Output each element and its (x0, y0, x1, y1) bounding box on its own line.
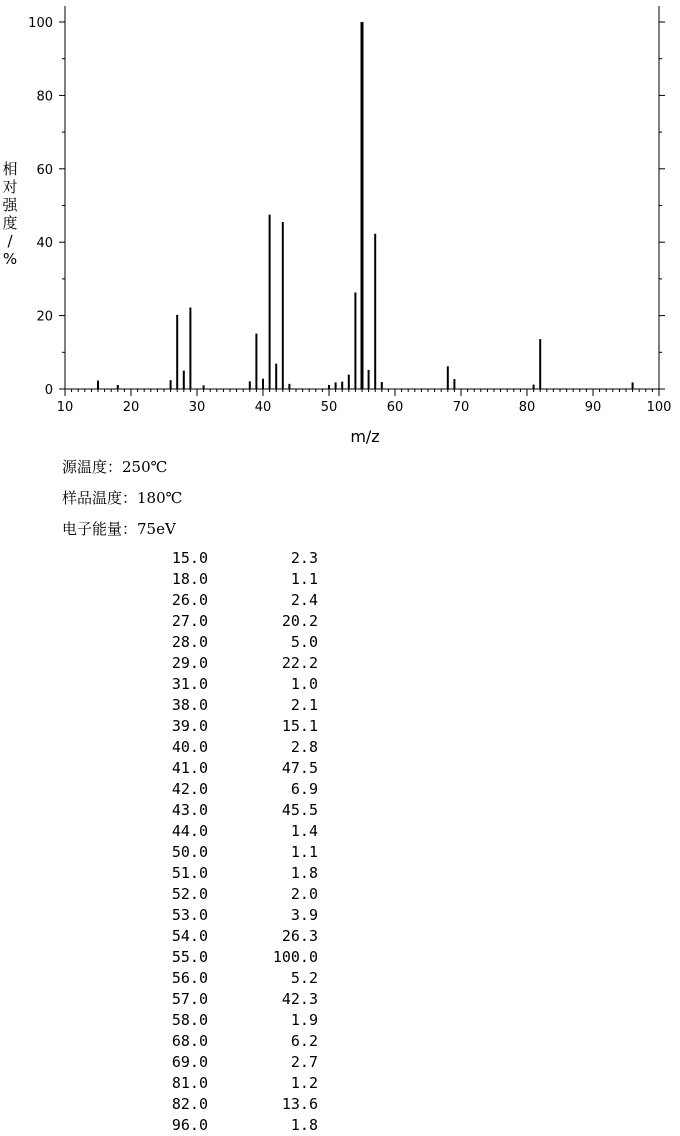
y-axis-label-char: % (2, 250, 18, 268)
intensity-value: 13.6 (281, 1095, 318, 1113)
mz-value: 41.0 (171, 759, 208, 777)
mz-value: 43.0 (171, 801, 208, 819)
table-row (150, 884, 318, 905)
mz-value: 54.0 (171, 927, 208, 945)
intensity-value: 47.5 (281, 759, 318, 777)
mz-value: 42.0 (171, 780, 208, 798)
condition-label: 电子能量： (62, 520, 138, 538)
intensity-value: 1.4 (290, 822, 318, 840)
table-row (150, 905, 318, 926)
condition-source-temp (62, 452, 182, 483)
x-axis-label: m/z (350, 427, 380, 446)
mz-value: 44.0 (171, 822, 208, 840)
table-row (150, 821, 318, 842)
table-row (150, 632, 318, 653)
mass-spectrum-chart (0, 0, 680, 450)
mz-value: 15.0 (171, 549, 208, 567)
mz-value: 55.0 (171, 948, 208, 966)
x-tick-label: 70 (452, 400, 470, 415)
table-row (150, 1052, 318, 1073)
table-row (150, 653, 318, 674)
table-row (150, 1073, 318, 1094)
mz-value: 50.0 (171, 843, 208, 861)
table-row (150, 842, 318, 863)
intensity-value: 5.0 (290, 633, 318, 651)
intensity-value: 2.0 (290, 885, 318, 903)
table-row (150, 1031, 318, 1052)
y-axis-label-char: 对 (2, 178, 18, 196)
table-row (150, 1094, 318, 1115)
table-row (150, 947, 318, 968)
intensity-value: 1.8 (290, 864, 318, 882)
table-row (150, 569, 318, 590)
x-tick-label: 100 (646, 400, 672, 415)
y-tick-label: 100 (28, 16, 53, 31)
y-tick-label: 60 (36, 162, 53, 178)
table-row (150, 611, 318, 632)
condition-value: 75eV (137, 520, 176, 538)
condition-value: 180℃ (137, 489, 183, 507)
mz-value: 26.0 (171, 591, 208, 609)
table-row (150, 548, 318, 569)
x-tick-label: 80 (518, 400, 536, 415)
intensity-value: 1.1 (290, 843, 318, 861)
mz-value: 58.0 (171, 1011, 208, 1029)
table-row (150, 1010, 318, 1031)
mz-value: 28.0 (171, 633, 208, 651)
intensity-value: 2.7 (290, 1053, 318, 1071)
table-row (150, 779, 318, 800)
y-tick-label: 0 (44, 383, 53, 398)
condition-label: 源温度： (62, 458, 123, 476)
y-tick-label: 20 (36, 309, 53, 325)
intensity-value: 1.2 (290, 1074, 318, 1092)
intensity-value: 6.2 (290, 1032, 318, 1050)
chart-axes (28, 6, 671, 415)
table-row (150, 800, 318, 821)
mz-value: 27.0 (171, 612, 208, 630)
mz-value: 96.0 (171, 1116, 208, 1134)
x-tick-label: 10 (56, 400, 74, 415)
mz-value: 40.0 (171, 738, 208, 756)
intensity-value: 6.9 (290, 780, 318, 798)
mz-value: 52.0 (171, 885, 208, 903)
mz-value: 51.0 (171, 864, 208, 882)
intensity-value: 100.0 (272, 948, 318, 966)
table-row (150, 674, 318, 695)
table-row (150, 1115, 318, 1136)
table-row (150, 968, 318, 989)
condition-value: 250℃ (122, 458, 168, 476)
mz-value: 69.0 (171, 1053, 208, 1071)
y-axis-label-char: / (7, 232, 13, 250)
x-tick-label: 40 (254, 400, 272, 415)
intensity-value: 2.8 (290, 738, 318, 756)
intensity-value: 22.2 (281, 654, 318, 672)
y-axis-label-char: 强 (2, 196, 18, 214)
y-axis-label-char: 相 (2, 160, 18, 178)
mz-value: 39.0 (171, 717, 208, 735)
x-tick-label: 30 (188, 400, 206, 415)
table-row (150, 989, 318, 1010)
x-tick-label: 60 (386, 400, 404, 415)
x-tick-label: 20 (122, 400, 140, 415)
mz-value: 81.0 (171, 1074, 208, 1092)
intensity-value: 1.0 (290, 675, 318, 693)
intensity-value: 2.3 (290, 549, 318, 567)
intensity-value: 3.9 (290, 906, 318, 924)
table-row (150, 590, 318, 611)
mz-value: 18.0 (171, 570, 208, 588)
y-axis-label (0, 160, 20, 268)
mz-value: 31.0 (171, 675, 208, 693)
intensity-value: 5.2 (290, 969, 318, 987)
x-tick-label: 50 (320, 400, 338, 415)
table-row (150, 758, 318, 779)
intensity-value: 2.1 (290, 696, 318, 714)
x-tick-label: 90 (584, 400, 602, 415)
condition-label: 样品温度： (62, 489, 138, 507)
condition-sample-temp (62, 483, 182, 514)
experimental-conditions (62, 452, 182, 545)
mz-value: 56.0 (171, 969, 208, 987)
intensity-value: 20.2 (281, 612, 318, 630)
intensity-value: 26.3 (281, 927, 318, 945)
chart-bars (98, 22, 633, 389)
y-axis-label-char: 度 (2, 214, 18, 232)
table-row (150, 695, 318, 716)
mz-value: 53.0 (171, 906, 208, 924)
table-row (150, 926, 318, 947)
table-row (150, 863, 318, 884)
y-tick-label: 80 (36, 89, 53, 105)
intensity-value: 1.8 (290, 1116, 318, 1134)
intensity-value: 1.1 (290, 570, 318, 588)
intensity-value: 45.5 (281, 801, 318, 819)
table-row (150, 716, 318, 737)
mz-value: 82.0 (171, 1095, 208, 1113)
mz-value: 38.0 (171, 696, 208, 714)
intensity-value: 2.4 (290, 591, 318, 609)
mz-value: 68.0 (171, 1032, 208, 1050)
mz-value: 29.0 (171, 654, 208, 672)
y-tick-label: 40 (36, 236, 53, 252)
condition-electron-energy (62, 514, 182, 545)
intensity-value: 1.9 (290, 1011, 318, 1029)
peak-table (150, 548, 318, 1136)
mz-value: 57.0 (171, 990, 208, 1008)
intensity-value: 15.1 (281, 717, 318, 735)
table-row (150, 737, 318, 758)
intensity-value: 42.3 (281, 990, 318, 1008)
